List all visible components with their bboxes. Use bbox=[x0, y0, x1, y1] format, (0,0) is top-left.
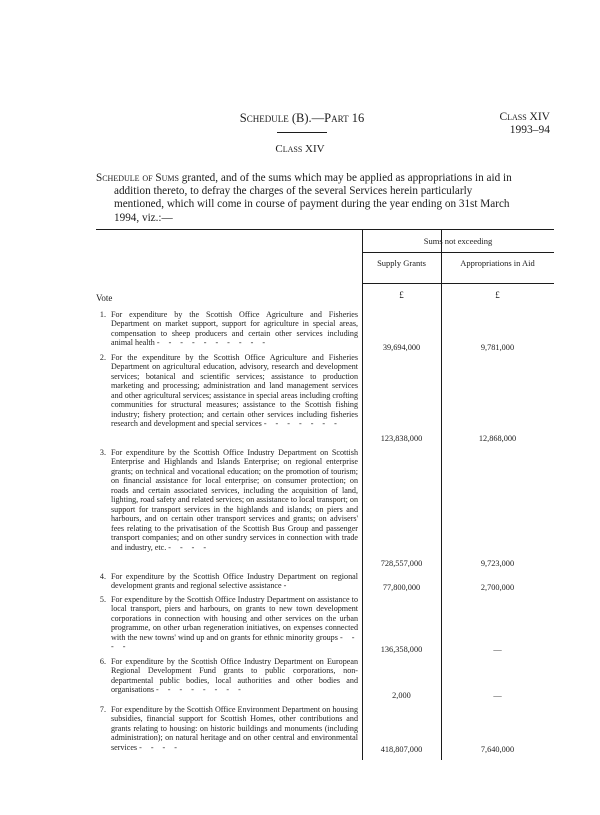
column-divider-1 bbox=[362, 229, 363, 760]
vote-number: 7. bbox=[99, 705, 106, 714]
vote-number: 1. bbox=[99, 310, 106, 319]
aid-currency-symbol: £ bbox=[495, 290, 500, 300]
intro-line-4: 1994, viz.:— bbox=[114, 211, 173, 224]
table-top-rule bbox=[96, 229, 554, 230]
vote-description: For expenditure by the Scottish Office Industry Department on assistance to local transport, piers and harbours, on grants to new town development corporations in connection with housing and other services on the urban programme, on other urban regeneration initiatives, on expenses connected with the new towns' wind up and on grants for ethnic minority groups bbox=[111, 595, 358, 642]
aid-amount: 9,723,000 bbox=[480, 559, 515, 568]
vote-number: 3. bbox=[99, 448, 106, 457]
header-rule-2 bbox=[362, 283, 554, 284]
supply-amount: 2,000 bbox=[392, 691, 411, 700]
vote-label: Vote bbox=[96, 293, 113, 303]
vote-description: For expenditure by the Scottish Office Agriculture and Fisheries Department on market support, support for agriculture in special areas, compensation to sheep producers and certain other services including animal health bbox=[111, 310, 358, 348]
vote-entry bbox=[96, 657, 358, 695]
vote-entry bbox=[96, 310, 358, 348]
column-divider-2 bbox=[441, 229, 442, 760]
schedule-title bbox=[232, 111, 372, 126]
dash-leader: - bbox=[283, 581, 290, 591]
vote-number: 4. bbox=[99, 572, 106, 581]
intro-line-3: mentioned, which will come in course of payment during the year ending on 31st March bbox=[114, 198, 510, 211]
intro-paragraph bbox=[96, 172, 554, 225]
class-label: Class XIV bbox=[499, 111, 550, 123]
aid-amount: — bbox=[493, 691, 502, 700]
intro-lead: Schedule of Sums bbox=[96, 172, 179, 184]
title-rule bbox=[277, 132, 327, 133]
dash-leader: - - - - - - - - bbox=[156, 685, 245, 695]
aid-amount: 2,700,000 bbox=[480, 583, 515, 592]
header-rule bbox=[362, 252, 554, 253]
class-heading-right bbox=[440, 111, 550, 137]
dash-leader: - - - - bbox=[168, 542, 210, 552]
vote-number: 5. bbox=[99, 595, 106, 604]
vote-description: For expenditure by the Scottish Office Industry Department on European Regional Development Fund grants to public corporations, non-departmental public bodies, local authorities and other bodies and organisations bbox=[111, 657, 358, 695]
vote-entry bbox=[96, 353, 358, 429]
vote-entry bbox=[96, 448, 358, 552]
schedule-prefix: Schedule (B).— bbox=[239, 111, 325, 125]
supply-currency-symbol: £ bbox=[399, 290, 404, 300]
supply-amount: 136,358,000 bbox=[380, 645, 423, 654]
supply-amount: 728,557,000 bbox=[380, 559, 423, 568]
vote-number: 6. bbox=[99, 657, 106, 666]
vote-description: For expenditure by the Scottish Office Industry Department on Scottish Enterprise and Highlands and Islands Enterprise; on regional enterprise grants; on technical and vocational education; on the promotion of tourism; on financial assistance for local enterprise; on consumer protection; on roads and certain associated services, including the acquisition of land, lighting, road safety and related services; on assistance to local transport; on support for transport services in the highlands and islands; on piers and harbours, and on certain other transport services and grants; on advisers' fees relating to the privatisation of the Scottish Bus Group and passenger transport companies; and on other sundry services in connection with trade and industry, etc. bbox=[111, 448, 358, 552]
dash-leader: - - - - - - - - - - bbox=[156, 338, 269, 348]
class-heading-center: Class XIV bbox=[275, 143, 325, 155]
vote-description: For expenditure by the Scottish Office Environment Department on housing subsidies, financial support for Scottish Homes, other contributions and grants relating to housing: on historic buildings and monuments (including administration); on natural heritage and on other central and environmental services bbox=[111, 705, 358, 752]
supply-amount: 123,838,000 bbox=[380, 434, 423, 443]
supply-grants-header: Supply Grants bbox=[377, 258, 426, 268]
vote-entry bbox=[96, 572, 358, 591]
supply-amount: 39,694,000 bbox=[382, 343, 421, 352]
year-label: 1993–94 bbox=[509, 124, 550, 136]
aid-amount: 9,781,000 bbox=[480, 343, 515, 352]
vote-number: 2. bbox=[99, 353, 106, 362]
dash-leader: - - - - - - - bbox=[263, 419, 341, 429]
vote-entry bbox=[96, 705, 358, 752]
vote-entry bbox=[96, 595, 358, 652]
aid-amount: 7,640,000 bbox=[480, 745, 515, 754]
dash-leader: - - - - bbox=[111, 632, 359, 652]
schedule-part: Part 16 bbox=[324, 111, 365, 125]
dash-leader: - - - - bbox=[139, 742, 181, 752]
vote-description: For the expenditure by the Scottish Office Agriculture and Fisheries Department on agricultural education, advisory, research and development services; botanical and scientific services; assistance to production marketing and processing; administration and land management services and other agricultural services; assistance in special areas including crofting communities for structural measures; assistance to the Scottish fishing industry; fishery protection; and certain other services including fisheries research and development and special services bbox=[111, 353, 358, 429]
sums-not-exceeding-header: Sums not exceeding bbox=[423, 236, 493, 246]
appropriations-in-aid-header: Appropriations in Aid bbox=[460, 258, 535, 268]
supply-amount: 418,807,000 bbox=[380, 745, 423, 754]
aid-amount: 12,868,000 bbox=[478, 434, 517, 443]
aid-amount: — bbox=[493, 645, 502, 654]
supply-amount: 77,800,000 bbox=[382, 583, 421, 592]
intro-line-1: granted, and of the sums which may be applied as appropriations in aid in bbox=[178, 172, 512, 184]
vote-description: For expenditure by the Scottish Office Industry Department on regional development grants and regional selective assistance bbox=[111, 572, 358, 591]
intro-line-2: addition thereto, to defray the charges of the several Services herein particularly bbox=[114, 185, 473, 198]
